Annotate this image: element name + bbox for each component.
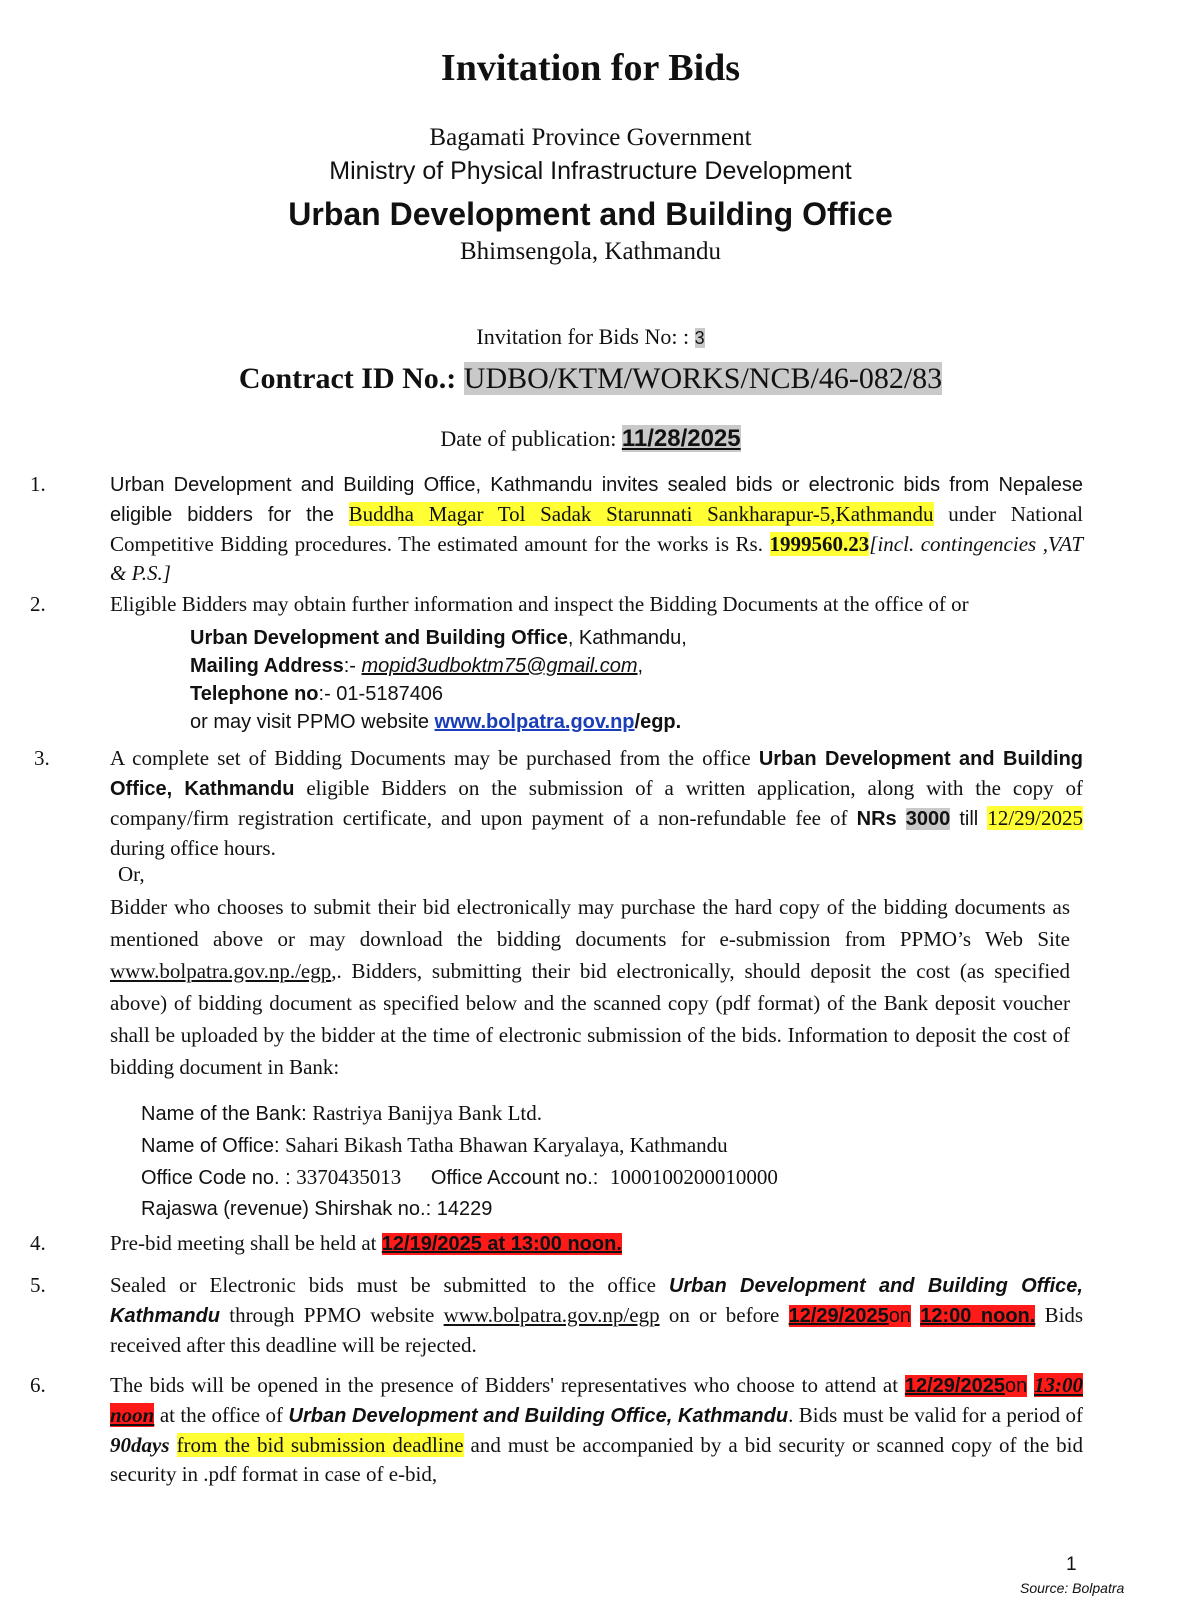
estimated-amount: 1999560.23 (769, 532, 870, 556)
paragraph-1 (110, 470, 1083, 588)
fee-label: NRs (856, 808, 897, 830)
office-location: Bhimsengola, Kathmandu (459, 238, 722, 265)
office-name: Urban Development and Building Office (288, 196, 893, 232)
paragraph-6: The bids will be opened in the presence of Bidders' representatives who choose to attend at 12/29/2025on 13:00 noon at the office of Urban Development and Building Office, Kathmandu. Bids must be valid for a period of 90days from the bid submission deadline and must be accompanied by a bid security or scanned copy of the bid security in .pdf format in case of e-bid, (110, 1373, 1084, 1486)
item-number-4: 4. (30, 1231, 46, 1255)
fee-amount: 3000 (905, 808, 951, 830)
opening-office: Urban Development and Building Office, Kathmandu (288, 1405, 789, 1427)
office-code: 3370435013 (296, 1165, 402, 1189)
email-link[interactable]: mopid3udboktm75@gmail.com (361, 655, 638, 677)
page-number: 1 (1066, 1554, 1077, 1575)
paragraph-4: Pre-bid meeting shall be held at 12/19/2025 at 13:00 noon. (110, 1231, 622, 1255)
project-name: Buddha Magar Tol Sadak Starunnati Sankharapur-5,Kathmandu (348, 502, 934, 526)
or-text: Or, (118, 862, 145, 886)
item-number-3: 3. (34, 746, 50, 770)
revenue-number: 14229 (436, 1198, 493, 1220)
electronic-submission-paragraph: Bidder who chooses to submit their bid electronically may purchase the hard copy of the bidding documents as mentioned above or may download the bidding documents for e-submission from PPMO’s Web Site www.bolpatra.gov.np./egp,. Bidders, submitting their bid electronically, should deposit the cost (as specified above) of bidding document as specified below and the scanned copy (pdf format) of the Bank deposit voucher shall be uploaded by the bidder at the time of electronic submission of the bids. Information to deposit the cost of bidding document in Bank: (110, 895, 1070, 1079)
opening-date: 12/29/2025 (904, 1375, 1005, 1397)
contract-id: UDBO/KTM/WORKS/NCB/46-082/83 (463, 362, 943, 395)
validity-reference: from the bid submission deadline (176, 1433, 464, 1457)
submission-office: Urban Development and Building Office, Kathmandu (110, 1275, 1083, 1327)
contract-id-label: Contract ID No.: (238, 362, 457, 395)
page-title: Invitation for Bids (440, 47, 741, 89)
mailing-address-label: Mailing Address (190, 655, 344, 677)
bank-office-name: Sahari Bikash Tatha Bhawan Karyalaya, Kathmandu (285, 1133, 728, 1157)
purchase-office: Urban Development and Building Office, Kathmandu (110, 748, 1084, 800)
telephone-number: :- 01-5187406 (318, 683, 444, 705)
telephone-label: Telephone no (190, 683, 319, 705)
pre-bid-meeting-date: 12/19/2025 at 13:00 noon. (381, 1233, 622, 1255)
contact-office (190, 624, 687, 652)
website-line: or may visit PPMO website www.bolpatra.gov.np/egp. (190, 711, 682, 733)
publication-date-line (0, 425, 1181, 453)
p1-intro: Urban Development and Building Office, Kathmandu invites sealed bids or electronic bids from Nepalese eligible bidders for the (110, 474, 1083, 526)
bank-office-line: Name of Office: Sahari Bikash Tatha Bhawan Karyalaya, Kathmandu (141, 1133, 728, 1157)
item-number-6: 6. (30, 1373, 46, 1397)
p1-procedure: under National Competitive Bidding procedures. The estimated amount for the works is Rs. (110, 502, 1084, 556)
contact-office-city: , Kathmandu, (567, 627, 687, 649)
item-number-5: 5. (30, 1273, 46, 1297)
ppmo-egp-link[interactable]: www.bolpatra.gov.np./egp (110, 959, 332, 983)
publication-date: 11/28/2025 (621, 425, 741, 452)
bank-name-line: Name of the Bank: Rastriya Banijya Bank Ltd. (141, 1101, 543, 1125)
paragraph-2: Eligible Bidders may obtain further information and inspect the Bidding Documents at the office of or (110, 592, 969, 616)
contact-office-name: Urban Development and Building Office (190, 627, 568, 649)
bank-name: Rastriya Banijya Bank Ltd. (312, 1101, 543, 1125)
ministry-name: Ministry of Physical Infrastructure Development (329, 157, 852, 185)
paragraph-3: A complete set of Bidding Documents may be purchased from the office Urban Development and Building Office, Kathmandu eligible Bidders on the submission of a written application, along with the copy of company/firm registration certificate, and upon payment of a non-refundable fee of NRs 3000 till 12/29/2025 during office hours. (110, 746, 1084, 860)
amount-note: [incl. contingencies ,VAT & P.S.] (110, 532, 1083, 585)
ifb-label: Invitation for Bids No: : (476, 324, 690, 349)
office-code-line: Office Code no. : 3370435013 Office Account no.: 1000100200010000 (141, 1165, 778, 1189)
ifb-number-line (0, 324, 1181, 350)
opening-time: 13:00 noon (110, 1373, 1084, 1427)
ifb-number: 3 (694, 328, 705, 348)
paragraph-5: Sealed or Electronic bids must be submitted to the office Urban Development and Building Office, Kathmandu through PPMO website www.bolpatra.gov.np/egp on or before 12/29/2025on 12:00 noon. Bids received after this deadline will be rejected. (110, 1273, 1084, 1357)
validity-period: 90days (110, 1433, 170, 1457)
ppmo-website-link[interactable]: www.bolpatra.gov.np (434, 711, 635, 733)
submission-date: 12/29/2025 (788, 1305, 889, 1327)
office-account-number: 1000100200010000 (609, 1165, 778, 1189)
telephone (190, 680, 443, 708)
publication-date-label: Date of publication: (440, 426, 617, 451)
contract-id-line (0, 362, 1181, 396)
ppmo-egp-link-2[interactable]: www.bolpatra.gov.np/egp (443, 1303, 660, 1327)
source-credit: Source: Bolpatra (1020, 1580, 1125, 1596)
item-number-2: 2. (30, 592, 46, 616)
province-name: Bagamati Province Government (429, 124, 752, 151)
item-number-1: 1. (30, 472, 46, 496)
revenue-line: Rajaswa (revenue) Shirshak no.: 14229 (141, 1198, 493, 1220)
submission-time: 12:00 noon. (920, 1305, 1036, 1327)
mailing-address: Mailing Address:- mopid3udboktm75@gmail.com, (190, 655, 644, 677)
purchase-deadline: 12/29/2025 (987, 806, 1083, 830)
